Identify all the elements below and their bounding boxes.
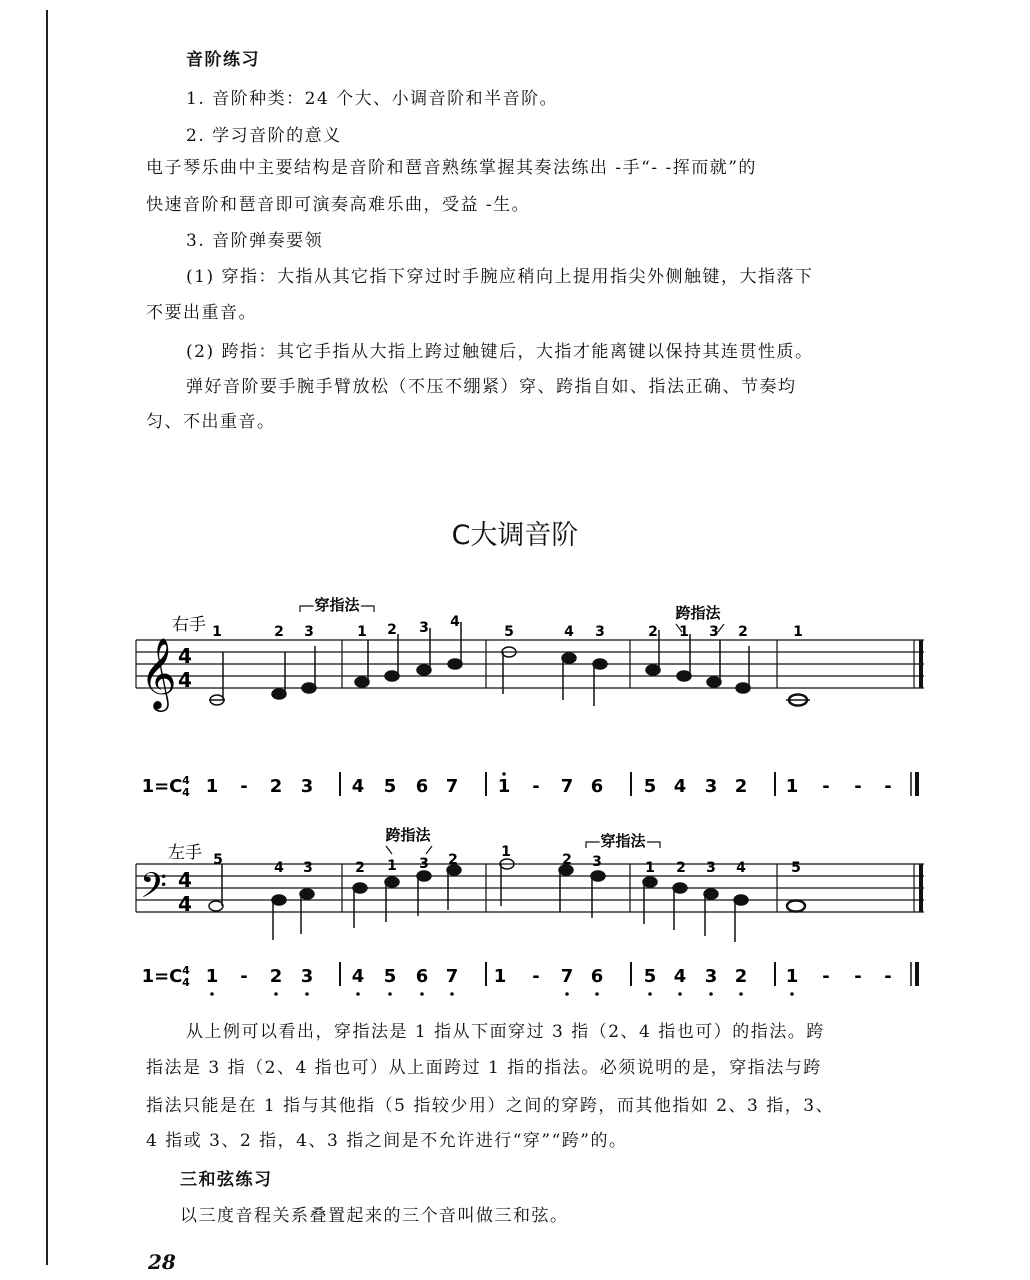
finger-number: 2 — [738, 624, 748, 640]
finger-number: 2 — [355, 860, 365, 876]
finger-number: 2 — [676, 860, 686, 876]
jianpu-note: 1 — [205, 776, 219, 797]
item-3: 3. 音阶弹奏要领 — [186, 231, 324, 251]
finger-number: 3 — [595, 624, 605, 640]
jianpu-note: 3 — [704, 776, 718, 797]
jianpu-note: 7 — [445, 776, 459, 797]
jianpu-note: - — [532, 966, 540, 987]
crossing-under-label: 穿指法 — [600, 832, 646, 850]
finger-number: 5 — [791, 860, 801, 876]
finger-number: 4 — [736, 860, 746, 876]
finger-number: 4 — [564, 624, 574, 640]
finger-number: 1 — [679, 624, 689, 640]
jianpu-note: - — [822, 966, 830, 987]
jianpu-note: 1 — [785, 966, 799, 987]
jianpu-note: - — [240, 966, 248, 987]
finger-number: 3 — [303, 860, 313, 876]
jianpu-time-top: 4 — [182, 964, 190, 977]
jianpu-note: - — [854, 966, 862, 987]
rule-1-line-2: 不要出重音。 — [146, 303, 257, 323]
time-signature-top: 4 — [178, 644, 192, 668]
jianpu-note: 1 — [785, 776, 799, 797]
right-hand-label: 右手 — [172, 615, 206, 635]
finger-number: 2 — [648, 624, 658, 640]
finger-number: 2 — [448, 852, 458, 868]
finger-number: 3 — [709, 624, 719, 640]
crossing-over-label: 跨指法 — [385, 826, 431, 844]
jianpu-note: 3 — [300, 776, 314, 797]
jianpu-note: 4 — [673, 776, 687, 797]
jianpu-note: - — [532, 776, 540, 797]
page-number: 28 — [148, 1250, 176, 1274]
finger-number: 3 — [419, 620, 429, 636]
jianpu-note: 6 — [415, 966, 429, 987]
right-hand-score — [0, 590, 1030, 810]
jianpu-note: 1 — [497, 776, 511, 797]
jianpu-note: - — [822, 776, 830, 797]
finger-number: 1 — [357, 624, 367, 640]
finger-number: 3 — [419, 856, 429, 872]
jianpu-note: 1 — [493, 966, 507, 987]
paragraph-2-line-1: 弹好音阶要手腕手臂放松（不压不绷紧）穿、跨指自如、指法正确、节奏均 — [186, 377, 797, 397]
time-signature-top: 4 — [178, 868, 192, 892]
finger-number: 1 — [501, 844, 511, 860]
finger-number: 2 — [274, 624, 284, 640]
finger-number: 3 — [706, 860, 716, 876]
paragraph-3-line-2: 指法是 3 指（2、4 指也可）从上面跨过 1 指的指法。必须说明的是，穿指法与跨 — [146, 1058, 822, 1078]
key-signature: 1=C — [141, 966, 183, 987]
finger-number: 1 — [387, 858, 397, 874]
item-1: 1. 音阶种类：24 个大、小调音阶和半音阶。 — [186, 89, 559, 109]
rule-1-line-1: (1) 穿指：大指从其它指下穿过时手腕应稍向上提用指尖外侧触键，大指落下 — [186, 267, 814, 287]
left-hand-jianpu — [142, 962, 917, 996]
jianpu-note: 2 — [269, 966, 283, 987]
jianpu-note: 4 — [351, 776, 365, 797]
time-signature-bottom: 4 — [178, 892, 192, 916]
finger-number: 5 — [213, 852, 223, 868]
paragraph-4: 以三度音程关系叠置起来的三个音叫做三和弦。 — [180, 1206, 569, 1226]
jianpu-note: 3 — [704, 966, 718, 987]
jianpu-note: 5 — [383, 966, 397, 987]
crossing-over-bracket — [386, 846, 432, 854]
paragraph-2-line-2: 匀、不出重音。 — [146, 412, 276, 432]
low-octave-dots — [210, 992, 794, 996]
finger-number: 4 — [274, 860, 284, 876]
treble-staff — [136, 640, 924, 688]
finger-number: 3 — [304, 624, 314, 640]
jianpu-note: - — [884, 776, 892, 797]
jianpu-note: - — [884, 966, 892, 987]
treble-clef-icon: 𝄞 — [140, 636, 177, 709]
left-hand-score — [0, 820, 1030, 1010]
finger-number: 1 — [212, 624, 222, 640]
finger-number: 1 — [645, 860, 655, 876]
section-title-scale-practice: 音阶练习 — [186, 50, 260, 70]
jianpu-note: 6 — [590, 776, 604, 797]
paragraph-3-line-3: 指法只能是在 1 指与其他指（5 指较少用）之间的穿跨，而其他指如 2、3 指，3、 — [146, 1096, 835, 1116]
jianpu-note: 4 — [673, 966, 687, 987]
jianpu-note: 7 — [560, 776, 574, 797]
paragraph-1-line-2: 快速音阶和琶音即可演奏高难乐曲，受益 -生。 — [146, 195, 531, 215]
jianpu-note: 2 — [734, 966, 748, 987]
jianpu-note: 7 — [445, 966, 459, 987]
rule-2: (2) 跨指：其它手指从大指上跨过触键后，大指才能离键以保持其连贯性质。 — [186, 342, 814, 362]
jianpu-time-bottom: 4 — [182, 976, 190, 989]
paragraph-3-line-4: 4 指或 3、2 指，4、3 指之间是不允许进行“穿”“跨”的。 — [146, 1131, 628, 1151]
octave-dot-high — [502, 772, 506, 776]
jianpu-note: 1 — [205, 966, 219, 987]
jianpu-note: 5 — [643, 776, 657, 797]
item-2: 2. 学习音阶的意义 — [186, 126, 342, 146]
jianpu-time-top: 4 — [182, 774, 190, 787]
left-hand-fingering — [213, 844, 801, 876]
jianpu-note: - — [240, 776, 248, 797]
finger-number: 5 — [504, 624, 514, 640]
jianpu-note: - — [854, 776, 862, 797]
jianpu-note: 4 — [351, 966, 365, 987]
jianpu-note: 2 — [734, 776, 748, 797]
jianpu-note: 5 — [383, 776, 397, 797]
finger-number: 3 — [592, 854, 602, 870]
crossing-under-label: 穿指法 — [314, 596, 360, 614]
section-title-triad-practice: 三和弦练习 — [180, 1170, 273, 1190]
right-hand-jianpu — [142, 772, 917, 799]
left-hand-label: 左手 — [168, 843, 202, 863]
jianpu-note: 5 — [643, 966, 657, 987]
finger-number: 2 — [387, 622, 397, 638]
jianpu-note: 3 — [300, 966, 314, 987]
jianpu-time-bottom: 4 — [182, 786, 190, 799]
key-signature: 1=C — [141, 776, 183, 797]
bass-clef-icon: 𝄢 — [140, 865, 168, 914]
jianpu-note: 7 — [560, 966, 574, 987]
score-title: C大调音阶 — [451, 520, 579, 551]
finger-number: 4 — [450, 614, 460, 630]
finger-number: 2 — [562, 852, 572, 868]
finger-number: 1 — [793, 624, 803, 640]
paragraph-3-line-1: 从上例可以看出，穿指法是 1 指从下面穿过 3 指（2、4 指也可）的指法。跨 — [186, 1022, 825, 1042]
paragraph-1-line-1: 电子琴乐曲中主要结构是音阶和琶音熟练掌握其奏法练出 -手“- -挥而就”的 — [146, 158, 757, 178]
jianpu-note: 6 — [415, 776, 429, 797]
jianpu-note: 2 — [269, 776, 283, 797]
jianpu-note: 6 — [590, 966, 604, 987]
crossing-over-label: 跨指法 — [675, 604, 721, 622]
time-signature-bottom: 4 — [178, 668, 192, 692]
